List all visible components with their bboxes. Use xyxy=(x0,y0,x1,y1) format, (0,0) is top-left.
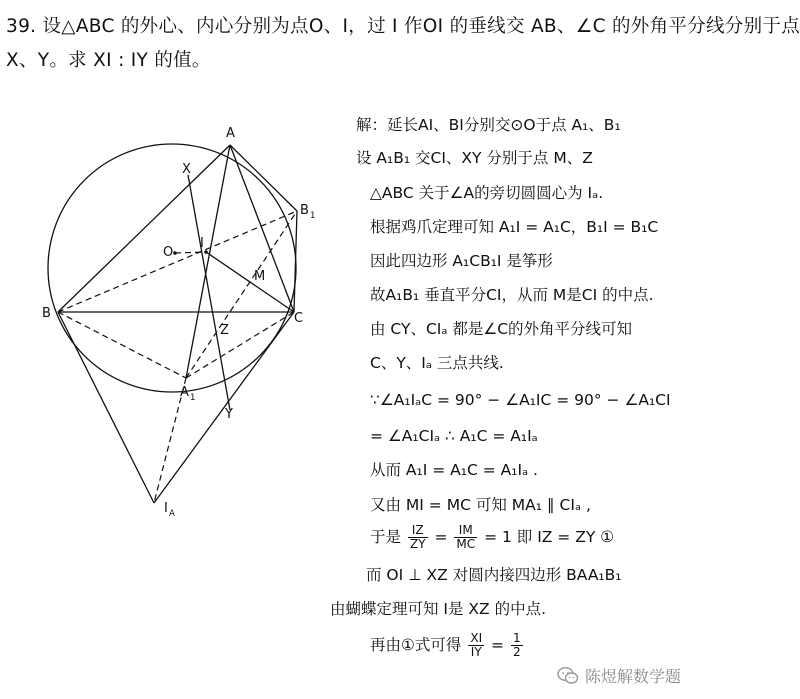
fraction-one-half-num: 1 xyxy=(512,631,521,645)
solution-line-6: 故A₁B₁ 垂直平分CI，从而 M是CI 的中点. xyxy=(370,286,654,304)
line-XY xyxy=(188,175,230,410)
segment-AB xyxy=(58,145,230,312)
label-C: C xyxy=(294,311,304,326)
dashed-A1-C xyxy=(186,312,294,378)
solution-line-4: 根据鸡爪定理可知 A₁I = A₁C，B₁I = B₁C xyxy=(370,218,659,236)
fraction-one-half-den: 2 xyxy=(512,645,521,659)
dashed-B-B1 xyxy=(58,211,297,312)
segment-AC xyxy=(230,145,294,312)
segment-C-IA xyxy=(154,312,294,503)
fraction-IM-MC-num: IM xyxy=(454,524,477,538)
fraction-IZ-ZY-den: ZY xyxy=(409,537,426,551)
label-A1: A xyxy=(180,385,189,400)
solution-line-3: △ABC 关于∠A的旁切圆圆心为 Iₐ. xyxy=(370,184,604,202)
fraction-one-half xyxy=(511,632,523,659)
problem-line-1: 39. 设△ABC 的外心、内心分别为点O、I，过 I 作OI 的垂线交 AB、∠C 的外角平分线分别于点 xyxy=(6,16,800,37)
problem-line-2: X、Y。求 XI : IY 的值。 xyxy=(6,50,211,71)
label-I: I xyxy=(200,236,204,251)
solution-line-13 xyxy=(370,524,614,551)
watermark xyxy=(557,664,681,687)
solution-line-2: 设 A₁B₁ 交CI、XY 分别于点 M、Z xyxy=(356,149,593,167)
solution-line-14: 而 OI ⊥ XZ 对圆内接四边形 BAA₁B₁ xyxy=(366,566,622,584)
fraction-IM-MC xyxy=(454,524,477,551)
segment-B-IA xyxy=(58,312,154,503)
fraction-XI-IY xyxy=(468,632,484,659)
solution-line-8: C、Y、Iₐ 三点共线. xyxy=(370,354,504,372)
fraction-IZ-ZY-num: IZ xyxy=(408,524,428,538)
fraction-XI-IY-den: IY xyxy=(470,645,482,659)
solution-line-12: 又由 MI = MC 可知 MA₁ ∥ CIₐ , xyxy=(370,496,591,514)
label-B: B xyxy=(42,306,51,321)
solution-line-13-suffix: = 1 即 IZ = ZY ① xyxy=(484,528,615,546)
segment-B1-C xyxy=(294,211,297,312)
solution-line-16-prefix: 再由①式可得 xyxy=(370,636,462,654)
solution-line-11: 从而 A₁I = A₁C = A₁Iₐ . xyxy=(370,461,538,479)
geometry-diagram xyxy=(40,110,345,530)
label-A1-sub: 1 xyxy=(190,393,196,403)
fraction-XI-IY-num: XI xyxy=(470,631,483,645)
geometry-figure xyxy=(40,110,345,530)
label-IA-sub: A xyxy=(169,509,175,519)
solution-line-1: 解：延长AI、BI分别交⊙O于点 A₁、B₁ xyxy=(356,116,621,134)
label-IA: I xyxy=(164,501,168,516)
problem-statement xyxy=(6,10,800,78)
solution-line-16 xyxy=(370,632,525,659)
dashed-B-A1 xyxy=(58,312,186,378)
equals-sign: = xyxy=(434,528,448,546)
solution-line-9: ∵∠A₁IₐC = 90° − ∠A₁IC = 90° − ∠A₁CI xyxy=(370,391,671,409)
solution-line-15: 由蝴蝶定理可知 I是 XZ 的中点. xyxy=(330,600,547,618)
label-M: M xyxy=(254,269,266,284)
label-Z: Z xyxy=(220,323,229,338)
solution-line-7: 由 CY、CIₐ 都是∠C的外角平分线可知 xyxy=(370,320,633,338)
wechat-icon xyxy=(557,666,579,686)
solution-line-5: 因此四边形 A₁CB₁I 是筝形 xyxy=(370,252,553,270)
fraction-IZ-ZY xyxy=(408,524,428,551)
label-Y: Y xyxy=(225,407,233,422)
label-X: X xyxy=(182,162,191,177)
segment-A-B1 xyxy=(230,145,297,211)
watermark-text: 陈煜解数学题 xyxy=(584,667,681,686)
segment-A-A1 xyxy=(186,145,230,378)
solution-line-10: = ∠A₁CIₐ ∴ A₁C = A₁Iₐ xyxy=(370,427,538,445)
fraction-IM-MC-den: MC xyxy=(456,537,476,551)
label-A: A xyxy=(226,126,235,141)
label-B1: B xyxy=(300,203,309,218)
equals-sign-2: = xyxy=(491,636,505,654)
label-B1-sub: 1 xyxy=(310,211,316,221)
solution-line-13-prefix: 于是 xyxy=(370,528,402,546)
label-O: O xyxy=(163,245,174,260)
